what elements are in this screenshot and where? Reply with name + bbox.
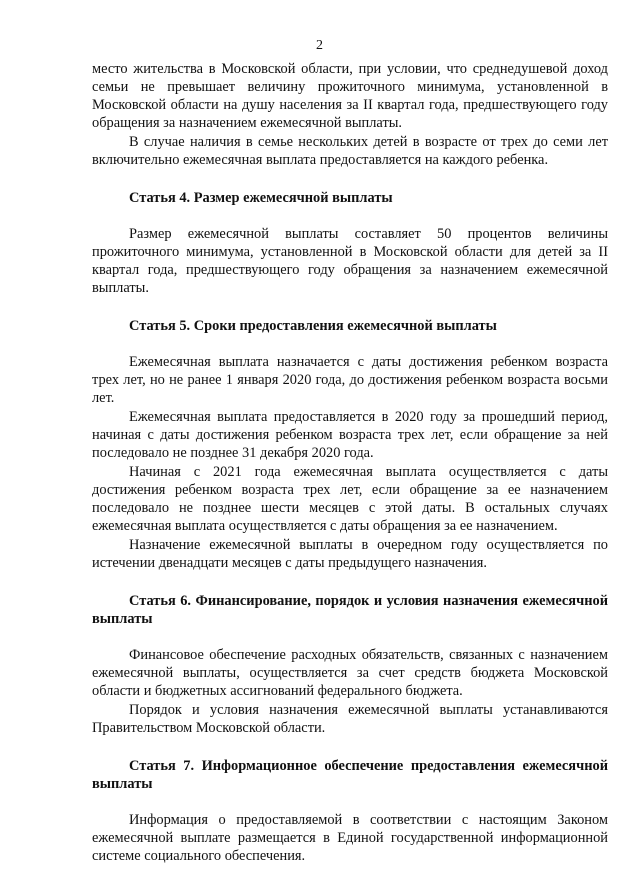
article-7	[92, 757, 608, 865]
article-heading: Статья 5. Сроки предоставления ежемесячной выплаты	[129, 318, 497, 334]
article-body	[92, 225, 608, 297]
article-heading: Статья 7. Информационное обеспечение предоставления ежемесячной выплаты	[92, 758, 608, 792]
article-6	[92, 592, 608, 737]
paragraph: Ежемесячная выплата предоставляется в 2020 году за прошедший период, начиная с даты достижения ребенком возраста трех лет, если обращение за ней последовало не позднее 31 декабря 2020 года.	[92, 409, 608, 461]
article-4	[92, 189, 608, 297]
paragraph: Начиная с 2021 года ежемесячная выплата осуществляется с даты достижения ребенком возраста трех лет, если обращение за ее назначением последовало не позднее шести месяцев с этой даты. В остальных случаях ежемесячная выплата осуществляется с даты обращения за ее назначением.	[92, 464, 608, 534]
paragraph: Ежемесячная выплата назначается с даты достижения ребенком возраста трех лет, но не ранее 1 января 2020 года, до достижения ребенком возраста восьми лет.	[92, 354, 608, 406]
paragraph: Информация о предоставляемой в соответствии с настоящим Законом ежемесячной выплате размещается в Единой государственной информационной системе социального обеспечения.	[92, 812, 608, 864]
article-body	[92, 811, 608, 865]
paragraph: Порядок и условия назначения ежемесячной выплаты устанавливаются Правительством Московской области.	[92, 702, 608, 736]
document-body	[92, 60, 608, 865]
article-5	[92, 317, 608, 572]
paragraph: Назначение ежемесячной выплаты в очередном году осуществляется по истечении двенадцати месяцев с даты предыдущего назначения.	[92, 537, 608, 571]
paragraph: В случае наличия в семье нескольких детей в возрасте от трех до семи лет включительно ежемесячная выплата предоставляется на каждого ребенка.	[92, 134, 608, 168]
page-number: 2	[316, 38, 323, 53]
article-body	[92, 353, 608, 572]
article-heading: Статья 6. Финансирование, порядок и условия назначения ежемесячной выплаты	[92, 593, 608, 627]
article-heading: Статья 4. Размер ежемесячной выплаты	[129, 190, 393, 206]
paragraph: Финансовое обеспечение расходных обязательств, связанных с назначением ежемесячной выплаты, осуществляется за счет средств бюджета Московской области и бюджетных ассигнований федерального бюджета.	[92, 647, 608, 699]
article-body	[92, 646, 608, 737]
paragraph: место жительства в Московской области, при условии, что среднедушевой доход семьи не превышает величину прожиточного минимума, установленной в Московской области на душу населения за II квартал года, предшествующего году обращения за назначением ежемесячной выплаты.	[92, 61, 608, 131]
paragraph: Размер ежемесячной выплаты составляет 50 процентов величины прожиточного минимума, установленной в Московской области для детей за II квартал года, предшествующего году обращения за назначением ежемесячной выплаты.	[92, 226, 608, 296]
